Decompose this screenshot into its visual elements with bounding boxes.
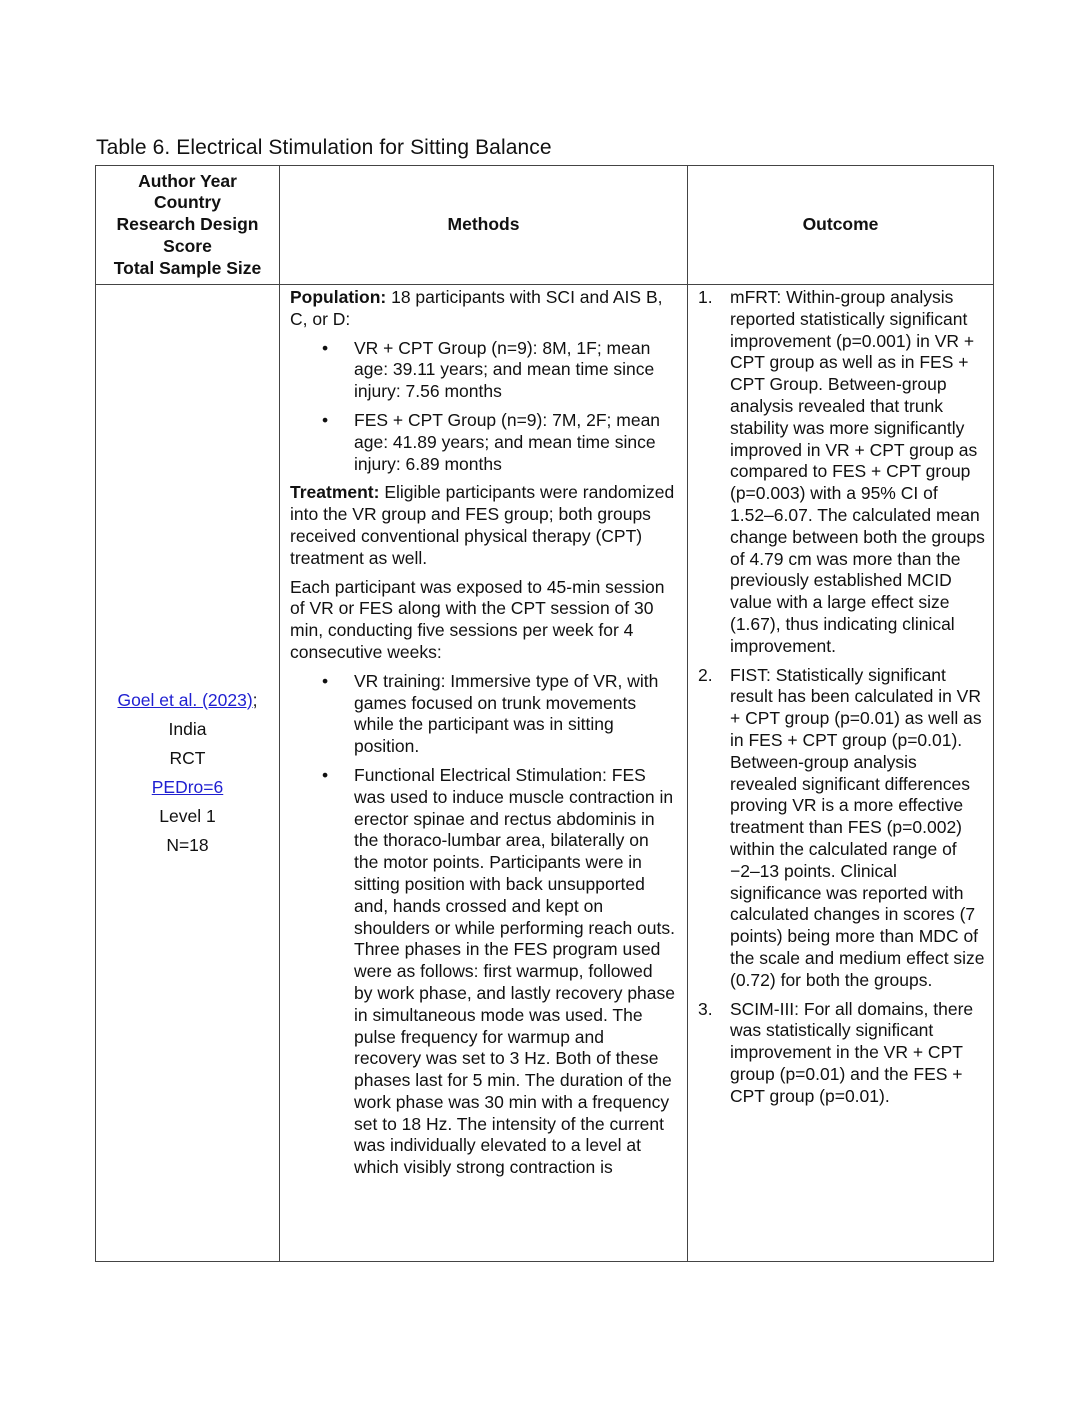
header-author-line: Country: [153, 192, 222, 213]
methods-content: [290, 287, 675, 1261]
outcome-cell: [688, 285, 994, 1262]
population-label: Population:: [290, 287, 387, 307]
outcome-number: 3.: [698, 998, 713, 1019]
header-row: [96, 166, 994, 285]
list-item: • VR + CPT Group (n=9): 8M, 1F; mean age: 39.11 years; and mean time since injury: 7.56 months: [354, 338, 675, 403]
evidence-table: [95, 165, 994, 1262]
author-cell: [96, 285, 280, 1262]
outcome-text: mFRT: Within-group analysis reported statistically significant improvement (p=0.001) in VR + CPT group as well as in FES + CPT Group. Between-group analysis revealed that trunk stability was more significantly improved in VR + CPT group as compared to FES + CPT group (p=0.003) with a 95% CI of 1.52–6.07. The calculated mean change between both the groups of 4.79 cm was more than the previously established MCID value with a large effect size (1.67), thus indicating clinical improvement.: [730, 287, 985, 656]
outcome-text: FIST: Statistically significant result has been calculated in VR + CPT group (p=0.01) as well as in FES + CPT group (p=0.01). Between-group analysis revealed significant differences proving VR is a more effective treatment than FES (p=0.002) within the calculated range of −2–13 points. Clinical significance was reported with calculated changes in scores (7 points) being more than MDC of the scale and medium effect size (0.72) for both the groups.: [730, 664, 985, 990]
treatment-list: [290, 671, 675, 1179]
research-design: RCT: [169, 748, 206, 768]
methods-cell: [280, 285, 688, 1262]
list-item: • VR training: Immersive type of VR, with games focused on trunk movements while the participant was in sitting position.: [354, 671, 675, 758]
outcome-number: 2.: [698, 664, 713, 685]
outcome-item: [696, 287, 985, 658]
outcome-list: [696, 287, 985, 1107]
header-author-line: Research Design: [116, 214, 259, 235]
sample-size: N=18: [166, 835, 209, 855]
citation-suffix: ;: [252, 690, 258, 710]
header-author-line: Total Sample Size: [113, 257, 262, 278]
citation-link[interactable]: Goel et al. (2023): [117, 690, 253, 710]
header-methods: Methods: [280, 166, 688, 285]
treatment-text: Eligible participants were randomized into the VR group and FES group; both groups received conventional physical therapy (CPT) treatment as well.: [290, 482, 675, 568]
country: India: [168, 719, 207, 739]
table-caption: Table 6. Electrical Stimulation for Sitting Balance: [96, 136, 552, 159]
pedro-score-link[interactable]: PEDro=6: [151, 777, 224, 797]
outcome-text: SCIM-III: For all domains, there was statistically significant improvement in the VR + CPT group (p=0.01) and the FES + CPT group (p=0.01).: [730, 998, 974, 1106]
header-author-line: Score: [163, 235, 212, 256]
population-list: [290, 338, 675, 476]
header-author-line: Author Year: [138, 170, 237, 191]
header-outcome: Outcome: [688, 166, 994, 285]
header-author: [96, 166, 280, 285]
table-row: [96, 285, 994, 1262]
score: [100, 773, 275, 802]
outcome-item: [696, 665, 985, 992]
treatment-paragraph: [290, 482, 675, 569]
session-paragraph: Each participant was exposed to 45-min session of VR or FES along with the CPT session of 30 min, conducting five sessions per week for 4 consecutive weeks:: [290, 576, 665, 662]
list-item: • Functional Electrical Stimulation: FES was used to induce muscle contraction in erector spinae and rectus abdominis in the thoraco-lumbar area, bilaterally on the motor points. Participants were in sitting position with back unsupported and, hands crossed and kept on shoulders or while performing reach outs. Three phases in the FES program used were as follows: first warmup, followed by work phase, and lastly recovery phase in simultaneous mode was used. The pulse frequency for warmup and recovery was set to 3 Hz. Both of these phases last for 5 min. The duration of the work phase was 30 min with a frequency set to 18 Hz. The intensity of the current was individually elevated to a level at which visibly strong contraction is: [354, 765, 675, 1179]
outcome-item: [696, 999, 985, 1108]
treatment-label: Treatment:: [290, 482, 380, 503]
population-paragraph: [290, 287, 675, 331]
outcome-number: 1.: [698, 287, 713, 307]
list-item: • FES + CPT Group (n=9): 7M, 2F; mean age: 41.89 years; and mean time since injury: 6.89 months: [354, 410, 675, 475]
evidence-level: Level 1: [159, 806, 216, 826]
citation: [100, 686, 275, 715]
population-text: 18 participants with SCI and AIS B, C, or D:: [290, 287, 663, 329]
